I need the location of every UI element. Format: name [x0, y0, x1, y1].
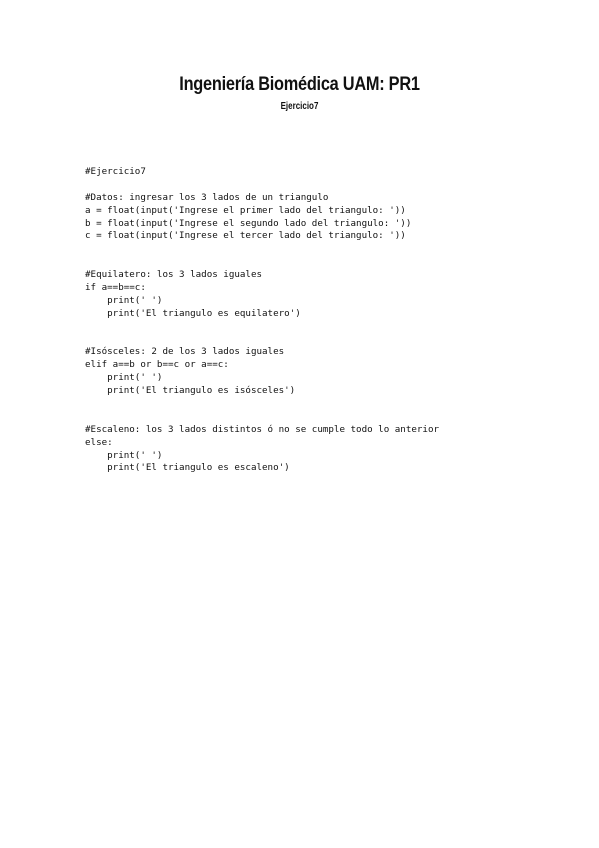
code-line: [85, 334, 585, 347]
code-line: #Isósceles: 2 de los 3 lados iguales: [85, 346, 285, 358]
code-line: print(' '): [85, 449, 163, 461]
code-line: [85, 321, 585, 334]
code-line: print('El triangulo es equilatero'): [85, 307, 301, 319]
code-line: b = float(input('Ingrese el segundo lado del triangulo: ')): [85, 217, 412, 229]
code-line: [85, 179, 585, 192]
code-line: else:: [85, 436, 113, 448]
code-line: [85, 243, 585, 256]
code-line: print(' '): [85, 372, 163, 384]
document-subtitle: Ejercicio7: [280, 101, 319, 112]
code-line: [85, 411, 585, 424]
code-line: c = float(input('Ingrese el tercer lado del triangulo: ')): [85, 230, 406, 242]
code-line: if a==b==c:: [85, 282, 146, 294]
code-line: print(' '): [85, 294, 163, 306]
code-line: elif a==b or b==c or a==c:: [85, 359, 229, 371]
code-line: [85, 398, 585, 411]
document-title: Ingeniería Biomédica UAM: PR1: [179, 74, 420, 95]
code-line: [85, 256, 585, 269]
code-line: #Datos: ingresar los 3 lados de un triangulo: [85, 191, 329, 203]
code-block: [85, 166, 585, 475]
code-line: print('El triangulo es isósceles'): [85, 385, 296, 397]
code-line: #Equilatero: los 3 lados iguales: [85, 269, 263, 281]
code-line: a = float(input('Ingrese el primer lado del triangulo: ')): [85, 204, 406, 216]
code-line: print('El triangulo es escaleno'): [85, 462, 290, 474]
code-line: #Escaleno: los 3 lados distintos ó no se cumple todo lo anterior: [85, 423, 440, 435]
code-line: #Ejercicio7: [85, 166, 146, 177]
